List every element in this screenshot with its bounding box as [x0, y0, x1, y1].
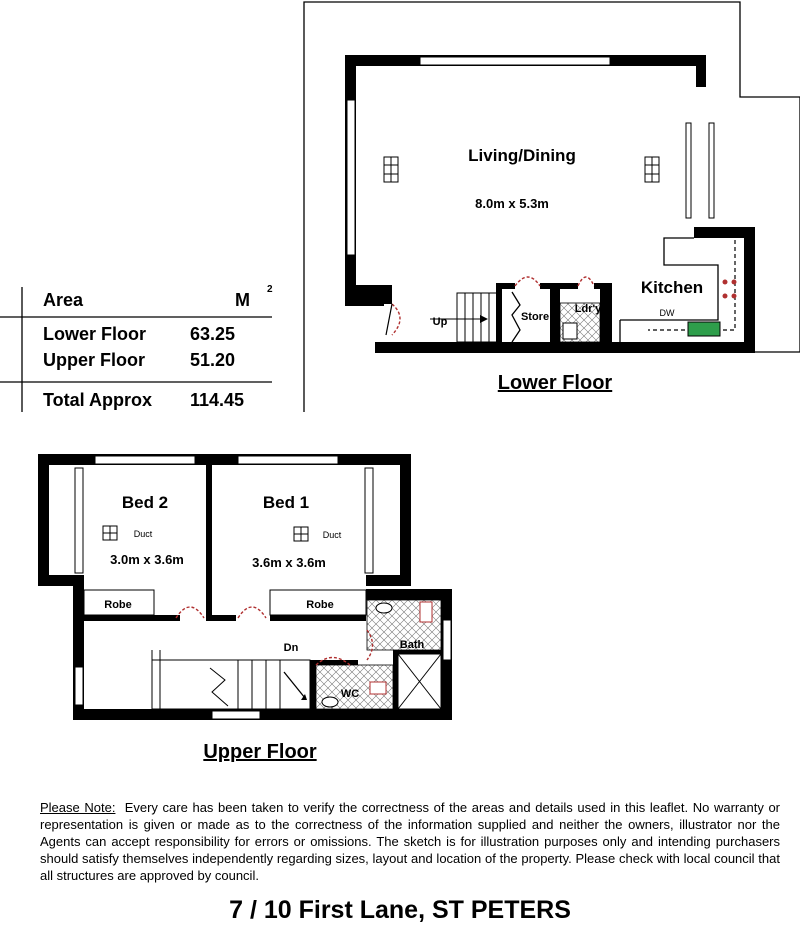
hall-window	[75, 667, 83, 705]
wc-label: WC	[340, 688, 360, 700]
bath-basin	[376, 603, 392, 613]
laundry-tub	[563, 323, 577, 339]
bath-toilet	[420, 602, 432, 622]
store-door	[515, 277, 540, 286]
lower-floor-title: Lower Floor	[497, 372, 613, 394]
laundry-label: Ldr'y	[574, 303, 602, 315]
upper-floor-plan	[38, 454, 452, 763]
bed1-duct-icon	[294, 527, 308, 541]
upper-outer-wall	[38, 454, 411, 585]
area-row-lower-value: 63.25	[190, 324, 236, 344]
bed2-door	[176, 607, 204, 618]
living-duct-right	[645, 157, 659, 182]
window-left	[347, 100, 355, 255]
property-address: 7 / 10 First Lane, ST PETERS	[229, 896, 571, 924]
living-duct-left	[384, 157, 398, 182]
upper-bedroom-bottom-right	[366, 575, 411, 586]
bed2-label: Bed 2	[121, 493, 169, 512]
area-total-label: Total Approx	[43, 390, 152, 410]
laundry-door	[578, 277, 594, 286]
wc-toilet	[370, 682, 386, 694]
area-header-unit-power: 2	[267, 284, 273, 295]
entry-door-leaf	[386, 304, 392, 335]
bedroom-divider	[206, 465, 212, 620]
area-total-value: 114.45	[190, 390, 245, 410]
kitchen-sink	[688, 322, 720, 336]
bed2-window	[95, 456, 195, 464]
wc-basin	[322, 697, 338, 707]
bed1-size: 3.6m x 3.6m	[252, 555, 326, 570]
bed2-size: 3.0m x 3.6m	[110, 552, 184, 567]
bed1-label: Bed 1	[262, 493, 310, 512]
upper-stairs	[152, 650, 310, 709]
disclaimer-text: Every care has been taken to verify the correctness of the areas and details used in this leaflet. No warranty or representation is given or made as to the correctness of the information supplied and neither the owners, illustrator nor the Agents can accept responsibility for errors or omissions. The sketch is for illustration purposes only and intending purchasers should satisfy themselves independently regarding sizes, layout and location of the property. Please check with local council that all structures are approved by council.	[40, 800, 781, 883]
bath-window	[443, 620, 451, 660]
disclaimer-heading: Please Note:	[40, 800, 116, 815]
bed1-robe-wall	[270, 615, 366, 621]
area-header-label: Area	[43, 290, 84, 310]
cooktop-burner-1	[723, 280, 728, 285]
stairs-window	[212, 711, 260, 719]
kitchen-label: Kitchen	[640, 278, 704, 297]
disclaimer-note	[40, 799, 780, 884]
bed1-robe-label: Robe	[306, 599, 334, 611]
dishwasher-label: DW	[659, 308, 675, 318]
living-label: Living/Dining	[468, 146, 576, 165]
lower-bottom-wall	[375, 342, 755, 353]
bed1-door	[238, 607, 266, 618]
bed2-robe-label: Robe	[104, 599, 132, 611]
bed2-duct-label: Duct	[133, 529, 153, 539]
entry-door	[392, 304, 400, 335]
area-row-upper-label: Upper Floor	[43, 350, 145, 370]
window-right-1	[686, 123, 691, 218]
bed1-door-wall	[206, 615, 236, 621]
bed2-robe-wall	[84, 615, 180, 621]
lower-floor-plan	[304, 2, 800, 412]
cooktop-burner-2	[732, 280, 737, 285]
upper-stairs-label: Dn	[283, 642, 299, 654]
shower-wall	[393, 650, 398, 720]
living-size: 8.0m x 5.3m	[475, 196, 549, 211]
wc-wall	[310, 660, 316, 720]
window-top	[420, 57, 610, 65]
store-break-line	[512, 292, 520, 342]
bed2-duct-icon	[103, 526, 117, 540]
window-right-2	[709, 123, 714, 218]
area-row-lower-label: Lower Floor	[43, 324, 146, 344]
area-row-upper-value: 51.20	[190, 350, 236, 370]
bed1-window	[238, 456, 338, 464]
bed1-duct-label: Duct	[322, 530, 342, 540]
cooktop-burner-4	[732, 294, 737, 299]
bed2-side-window	[75, 468, 83, 573]
store-label: Store	[520, 311, 550, 323]
bed1-side-window	[365, 468, 373, 573]
area-header-unit: M	[235, 290, 250, 310]
bath-label: Bath	[399, 639, 425, 651]
lower-stairs-label: Up	[432, 316, 448, 328]
upper-floor-title: Upper Floor	[203, 741, 317, 763]
cooktop-burner-3	[723, 294, 728, 299]
